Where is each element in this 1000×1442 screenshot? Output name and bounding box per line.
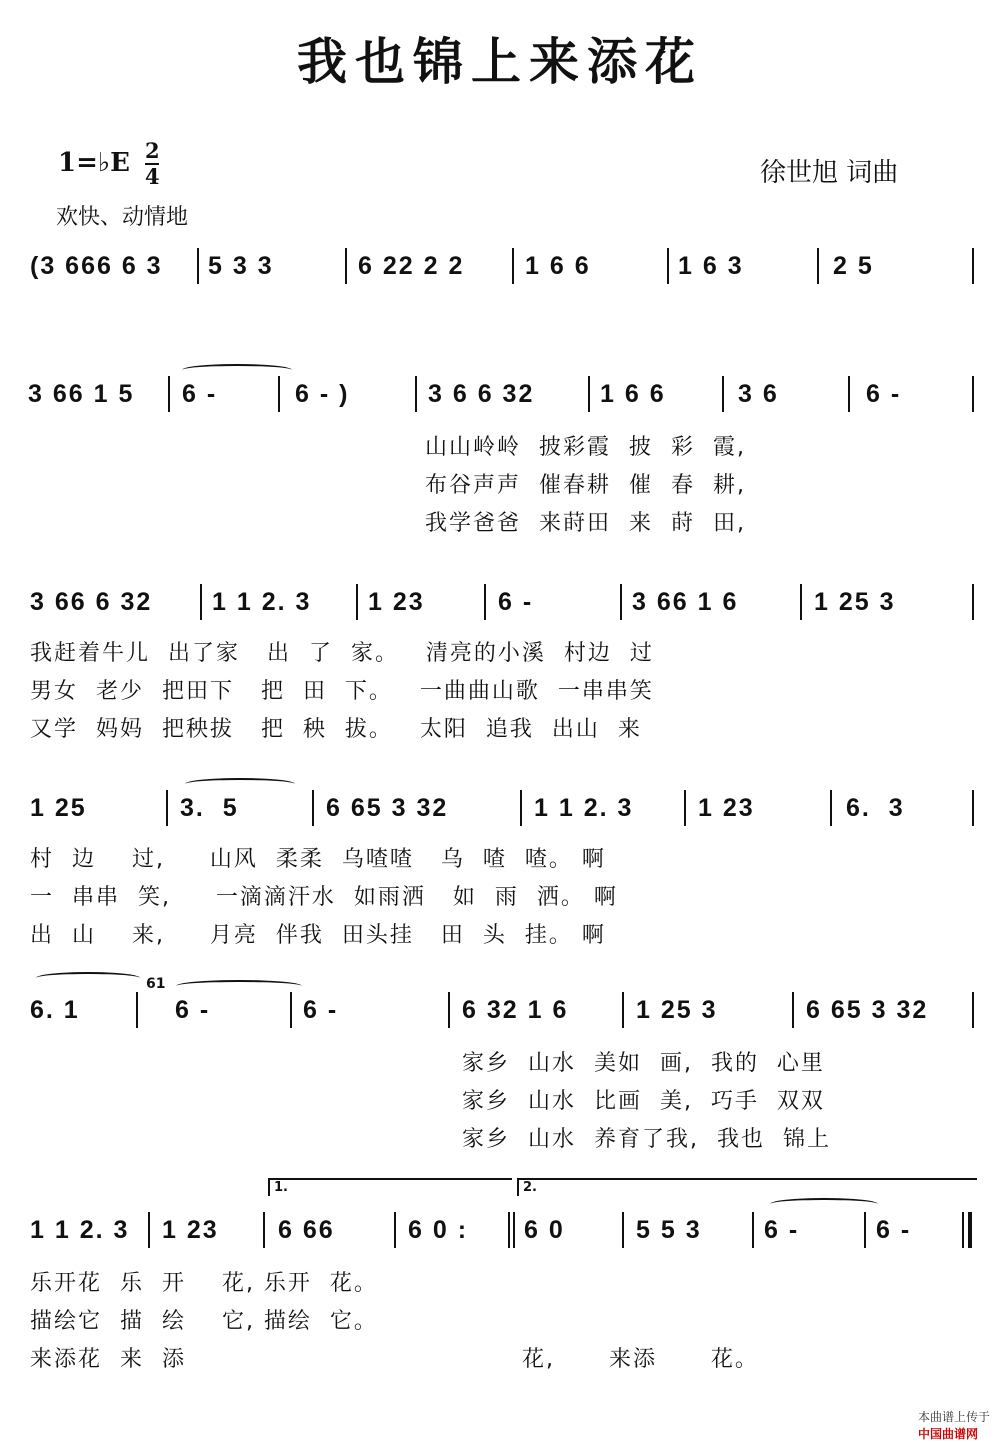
measure: 6 -: [866, 380, 902, 408]
measure: 6 0: [524, 1216, 565, 1244]
measure: 6 66: [278, 1216, 335, 1244]
footer-text: 本曲谱上传于: [917, 1410, 990, 1424]
lyric-line: 乐开花 乐 开 花, 乐开 花。: [30, 1271, 378, 1296]
song-title: 我也锦上来添花: [297, 32, 703, 91]
lyric-line: 布谷声声 催春耕 催 春 耕,: [425, 473, 746, 498]
measure: 6. 1: [30, 996, 80, 1024]
measure: 1 23: [698, 794, 755, 822]
measure: 2 5: [833, 252, 874, 280]
lyric-line: 我赶着牛儿 出了家 出 了 家。 清亮的小溪 村边 过: [30, 641, 654, 666]
measure: 3 6 6 32: [428, 380, 535, 408]
measure: 1 23: [368, 588, 425, 616]
lyric-line: 家乡 山水 比画 美, 巧手 双双: [462, 1089, 825, 1114]
measure: 6 65 3 32: [326, 794, 449, 822]
measure: 6 - ): [295, 380, 350, 408]
lyric-line: 描绘它 描 绘 它, 描绘 它。: [30, 1309, 378, 1334]
measure: 1 6 6: [600, 380, 666, 408]
lyric-line: 又学 妈妈 把秧拔 把 秧 拔。 太阳 追我 出山 来: [30, 717, 642, 742]
grace-note: 61: [146, 976, 166, 992]
measure: 3 66 1 5: [28, 380, 135, 408]
measure: 3 66 1 6: [632, 588, 739, 616]
author-credit: 徐世旭 词曲: [760, 158, 899, 188]
measure: 6 0 :: [408, 1216, 469, 1244]
measure: 1 1 2. 3: [534, 794, 634, 822]
measure: 3 6: [738, 380, 779, 408]
volta-bracket-2: [517, 1178, 977, 1196]
lyric-line-ending: 花, 来添 花。: [522, 1347, 759, 1372]
time-signature: [145, 140, 160, 188]
measure: 6 -: [876, 1216, 912, 1244]
key-signature: 1=♭E: [58, 148, 130, 178]
lyric-line: 出 山 来, 月亮 伴我 田头挂 田 头 挂。 啊: [30, 923, 606, 948]
lyric-line: 山山岭岭 披彩霞 披 彩 霞,: [425, 435, 746, 460]
volta-bracket-1: [268, 1178, 512, 1196]
tempo-marking: 欢快、动情地: [56, 205, 189, 230]
measure: 3 66 6 32: [30, 588, 153, 616]
lyric-line: 我学爸爸 来莳田 来 莳 田,: [425, 511, 746, 536]
measure: 6 65 3 32: [806, 996, 929, 1024]
measure: 6. 3: [846, 794, 905, 822]
time-signature-bottom: 4: [145, 164, 160, 189]
measure: 3. 5: [180, 794, 239, 822]
measure: 1 23: [162, 1216, 219, 1244]
measure: 1 1 2. 3: [30, 1216, 130, 1244]
measure: 6 -: [182, 380, 218, 408]
lyric-line: 家乡 山水 美如 画, 我的 心里: [462, 1051, 825, 1076]
measure: 1 6 3: [678, 252, 744, 280]
measure: 1 25: [30, 794, 87, 822]
measure: 1 1 2. 3: [212, 588, 312, 616]
measure: 6 -: [175, 996, 211, 1024]
measure: 6 -: [303, 996, 339, 1024]
lyric-line: 男女 老少 把田下 把 田 下。 一曲曲山歌 一串串笑: [30, 679, 654, 704]
measure: 6 -: [764, 1216, 800, 1244]
lyric-line: 村 边 过, 山风 柔柔 乌喳喳 乌 喳 喳。 啊: [30, 847, 606, 872]
measure: 6 32 1 6: [462, 996, 569, 1024]
volta-label: 2.: [523, 1180, 537, 1195]
footer-credit: [910, 1394, 990, 1442]
measure: 1 25 3: [636, 996, 718, 1024]
measure: (3 666 6 3: [30, 252, 163, 280]
measure: 6 -: [498, 588, 534, 616]
measure: 1 6 6: [525, 252, 591, 280]
volta-label: 1.: [274, 1180, 288, 1195]
lyric-line: 一 串串 笑, 一滴滴汗水 如雨洒 如 雨 洒。 啊: [30, 885, 618, 910]
measure: 5 3 3: [208, 252, 274, 280]
footer-brand[interactable]: 中国曲谱网: [917, 1427, 978, 1441]
measure: 5 5 3: [636, 1216, 702, 1244]
measure: 6 22 2 2: [358, 252, 465, 280]
measure: 1 25 3: [814, 588, 896, 616]
lyric-line: 来添花 来 添: [30, 1347, 186, 1372]
time-signature-top: 2: [145, 138, 160, 163]
lyric-line: 家乡 山水 养育了我, 我也 锦上: [462, 1127, 831, 1152]
